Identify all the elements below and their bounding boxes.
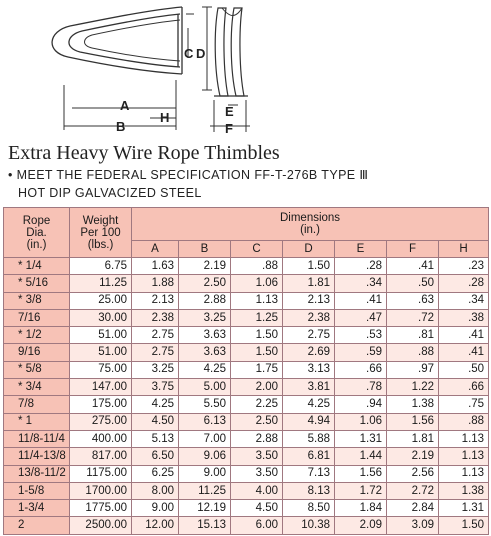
dim-cell-a: 1.63 [132, 258, 179, 275]
dim-label-c: C [184, 46, 194, 61]
header-dim-h: H [439, 241, 489, 258]
rope-size-cell: 2 [4, 517, 70, 534]
dim-cell-h: .23 [439, 258, 489, 275]
dim-cell-a: 6.50 [132, 448, 179, 465]
dim-cell-b: 3.63 [179, 327, 231, 344]
dim-cell-d: 8.50 [283, 500, 335, 517]
dim-cell-b: 7.00 [179, 430, 231, 447]
header-rope-dia: Rope Dia. (in.) [4, 208, 70, 258]
dim-cell-h: .41 [439, 327, 489, 344]
header-dim-f: F [387, 241, 439, 258]
dim-label-b: B [116, 119, 126, 134]
dim-cell-e: .28 [335, 258, 387, 275]
dim-cell-f: 1.81 [387, 430, 439, 447]
rope-size-cell: * 3/4 [4, 379, 70, 396]
dim-cell-c: 2.25 [231, 396, 283, 413]
dim-cell-h: .88 [439, 413, 489, 430]
dim-cell-d: 4.94 [283, 413, 335, 430]
dim-cell-f: .97 [387, 361, 439, 378]
dim-cell-d: 2.69 [283, 344, 335, 361]
dim-cell-c: 2.88 [231, 430, 283, 447]
dim-cell-d: 3.13 [283, 361, 335, 378]
table-row [4, 361, 489, 378]
dim-cell-e: .59 [335, 344, 387, 361]
dim-cell-f: .72 [387, 309, 439, 326]
dim-cell-c: 3.50 [231, 465, 283, 482]
dim-cell-b: 2.50 [179, 275, 231, 292]
rope-size-cell: * 5/16 [4, 275, 70, 292]
weight-cell: 275.00 [70, 413, 132, 430]
dim-cell-f: .88 [387, 344, 439, 361]
dim-cell-d: 3.81 [283, 379, 335, 396]
dim-cell-d: 6.81 [283, 448, 335, 465]
table-row [4, 517, 489, 534]
dim-cell-c: 3.50 [231, 448, 283, 465]
dim-cell-f: 1.38 [387, 396, 439, 413]
thimble-spec-table [3, 207, 489, 535]
dim-cell-d: 4.25 [283, 396, 335, 413]
dim-cell-b: 2.88 [179, 292, 231, 309]
dim-cell-e: .34 [335, 275, 387, 292]
dim-cell-e: 1.31 [335, 430, 387, 447]
dim-cell-h: 1.13 [439, 448, 489, 465]
header-dim-d: D [283, 241, 335, 258]
dim-label-h: H [160, 110, 170, 125]
dim-cell-b: 3.25 [179, 309, 231, 326]
dim-cell-f: .81 [387, 327, 439, 344]
header-dim-e: E [335, 241, 387, 258]
dim-cell-d: 1.81 [283, 275, 335, 292]
dim-label-d: D [196, 46, 206, 61]
header-weight: Weight Per 100 (lbs.) [70, 208, 132, 258]
dim-cell-b: 5.50 [179, 396, 231, 413]
dim-cell-c: 4.50 [231, 500, 283, 517]
dim-cell-b: 12.19 [179, 500, 231, 517]
dim-cell-c: 4.00 [231, 482, 283, 499]
rope-size-cell: 13/8-11/2 [4, 465, 70, 482]
dim-cell-a: 1.88 [132, 275, 179, 292]
dim-cell-a: 9.00 [132, 500, 179, 517]
weight-cell: 51.00 [70, 327, 132, 344]
dim-cell-h: 1.13 [439, 430, 489, 447]
table-row [4, 500, 489, 517]
dim-cell-c: 1.25 [231, 309, 283, 326]
dim-cell-b: 9.00 [179, 465, 231, 482]
dim-cell-c: 2.50 [231, 413, 283, 430]
dim-label-f: F [225, 121, 233, 136]
dim-cell-f: 2.84 [387, 500, 439, 517]
dim-cell-e: .47 [335, 309, 387, 326]
dim-cell-b: 5.00 [179, 379, 231, 396]
dim-cell-a: 2.38 [132, 309, 179, 326]
dim-cell-b: 2.19 [179, 258, 231, 275]
dim-cell-c: .88 [231, 258, 283, 275]
dim-cell-h: .66 [439, 379, 489, 396]
weight-cell: 817.00 [70, 448, 132, 465]
weight-cell: 400.00 [70, 430, 132, 447]
dim-cell-e: .41 [335, 292, 387, 309]
dim-cell-a: 4.50 [132, 413, 179, 430]
rope-size-cell: 11/8-11/4 [4, 430, 70, 447]
weight-cell: 1175.00 [70, 465, 132, 482]
table-row [4, 465, 489, 482]
dim-cell-f: .50 [387, 275, 439, 292]
dim-cell-a: 8.00 [132, 482, 179, 499]
dim-cell-a: 4.25 [132, 396, 179, 413]
rope-size-cell: 1-5/8 [4, 482, 70, 499]
rope-size-cell: 7/16 [4, 309, 70, 326]
dim-cell-a: 2.13 [132, 292, 179, 309]
dim-cell-c: 1.06 [231, 275, 283, 292]
dim-cell-d: 1.50 [283, 258, 335, 275]
dim-cell-d: 2.75 [283, 327, 335, 344]
dim-cell-b: 4.25 [179, 361, 231, 378]
dim-cell-b: 15.13 [179, 517, 231, 534]
dim-cell-c: 6.00 [231, 517, 283, 534]
table-row [4, 448, 489, 465]
dim-cell-a: 6.25 [132, 465, 179, 482]
dim-cell-c: 1.50 [231, 327, 283, 344]
dim-cell-d: 7.13 [283, 465, 335, 482]
rope-size-cell: 9/16 [4, 344, 70, 361]
dim-cell-e: 1.72 [335, 482, 387, 499]
dim-cell-a: 12.00 [132, 517, 179, 534]
dim-cell-e: .94 [335, 396, 387, 413]
weight-cell: 1700.00 [70, 482, 132, 499]
dim-cell-f: 3.09 [387, 517, 439, 534]
rope-size-cell: 1-3/4 [4, 500, 70, 517]
weight-cell: 1775.00 [70, 500, 132, 517]
dim-cell-e: .66 [335, 361, 387, 378]
dim-cell-a: 2.75 [132, 344, 179, 361]
dim-cell-b: 6.13 [179, 413, 231, 430]
dim-label-e: E [225, 104, 234, 119]
dim-cell-a: 5.13 [132, 430, 179, 447]
dim-cell-e: 1.84 [335, 500, 387, 517]
dim-label-a: A [120, 98, 130, 113]
table-row [4, 258, 489, 275]
table-row [4, 482, 489, 499]
rope-size-cell: * 3/8 [4, 292, 70, 309]
dim-cell-f: 2.19 [387, 448, 439, 465]
header-dim-b: B [179, 241, 231, 258]
table-row [4, 292, 489, 309]
dim-cell-h: .28 [439, 275, 489, 292]
dim-cell-b: 11.25 [179, 482, 231, 499]
rope-size-cell: * 1/4 [4, 258, 70, 275]
spec-line-galvanized: HOT DIP GALVACIZED STEEL [18, 186, 202, 200]
dim-cell-e: .53 [335, 327, 387, 344]
table-row [4, 327, 489, 344]
dim-cell-c: 2.00 [231, 379, 283, 396]
dim-cell-f: 2.72 [387, 482, 439, 499]
dim-cell-d: 2.38 [283, 309, 335, 326]
table-row [4, 430, 489, 447]
dim-cell-h: 1.50 [439, 517, 489, 534]
dim-cell-d: 10.38 [283, 517, 335, 534]
rope-size-cell: 11/4-13/8 [4, 448, 70, 465]
header-dimensions: Dimensions (in.) [132, 208, 489, 241]
weight-cell: 175.00 [70, 396, 132, 413]
table-row [4, 413, 489, 430]
dim-cell-h: 1.31 [439, 500, 489, 517]
dim-cell-h: .38 [439, 309, 489, 326]
dim-cell-e: 1.56 [335, 465, 387, 482]
dim-cell-f: 1.56 [387, 413, 439, 430]
rope-size-cell: * 5/8 [4, 361, 70, 378]
dim-cell-e: .78 [335, 379, 387, 396]
dim-cell-h: .75 [439, 396, 489, 413]
weight-cell: 147.00 [70, 379, 132, 396]
dim-cell-d: 2.13 [283, 292, 335, 309]
weight-cell: 30.00 [70, 309, 132, 326]
dim-cell-h: .41 [439, 344, 489, 361]
table-row [4, 344, 489, 361]
weight-cell: 25.00 [70, 292, 132, 309]
dim-cell-b: 3.63 [179, 344, 231, 361]
dim-cell-h: .50 [439, 361, 489, 378]
weight-cell: 6.75 [70, 258, 132, 275]
dim-cell-b: 9.06 [179, 448, 231, 465]
weight-cell: 2500.00 [70, 517, 132, 534]
dim-cell-h: 1.38 [439, 482, 489, 499]
dim-cell-c: 1.13 [231, 292, 283, 309]
rope-size-cell: * 1 [4, 413, 70, 430]
dim-cell-f: 2.56 [387, 465, 439, 482]
dim-cell-d: 5.88 [283, 430, 335, 447]
spec-line-federal: • MEET THE FEDERAL SPECIFICATION FF-T-276B TYPE Ⅲ [8, 168, 369, 182]
product-title: Extra Heavy Wire Rope Thimbles [8, 142, 280, 164]
dim-cell-a: 3.75 [132, 379, 179, 396]
thimble-end-view [215, 8, 228, 96]
dim-cell-f: .63 [387, 292, 439, 309]
weight-cell: 51.00 [70, 344, 132, 361]
dim-cell-h: .34 [439, 292, 489, 309]
header-dim-c: C [231, 241, 283, 258]
dim-cell-e: 2.09 [335, 517, 387, 534]
dim-cell-a: 3.25 [132, 361, 179, 378]
thimble-diagram [0, 0, 491, 140]
rope-size-cell: 7/8 [4, 396, 70, 413]
dim-cell-f: 1.22 [387, 379, 439, 396]
weight-cell: 11.25 [70, 275, 132, 292]
rope-size-cell: * 1/2 [4, 327, 70, 344]
dim-cell-c: 1.50 [231, 344, 283, 361]
table-row [4, 309, 489, 326]
dim-cell-c: 1.75 [231, 361, 283, 378]
dim-cell-e: 1.06 [335, 413, 387, 430]
dim-cell-h: 1.13 [439, 465, 489, 482]
dim-cell-f: .41 [387, 258, 439, 275]
header-dim-a: A [132, 241, 179, 258]
dim-cell-a: 2.75 [132, 327, 179, 344]
dim-cell-e: 1.44 [335, 448, 387, 465]
table-row [4, 379, 489, 396]
thimble-outer-outline [52, 7, 182, 74]
weight-cell: 75.00 [70, 361, 132, 378]
dim-cell-d: 8.13 [283, 482, 335, 499]
table-row [4, 396, 489, 413]
table-row [4, 275, 489, 292]
